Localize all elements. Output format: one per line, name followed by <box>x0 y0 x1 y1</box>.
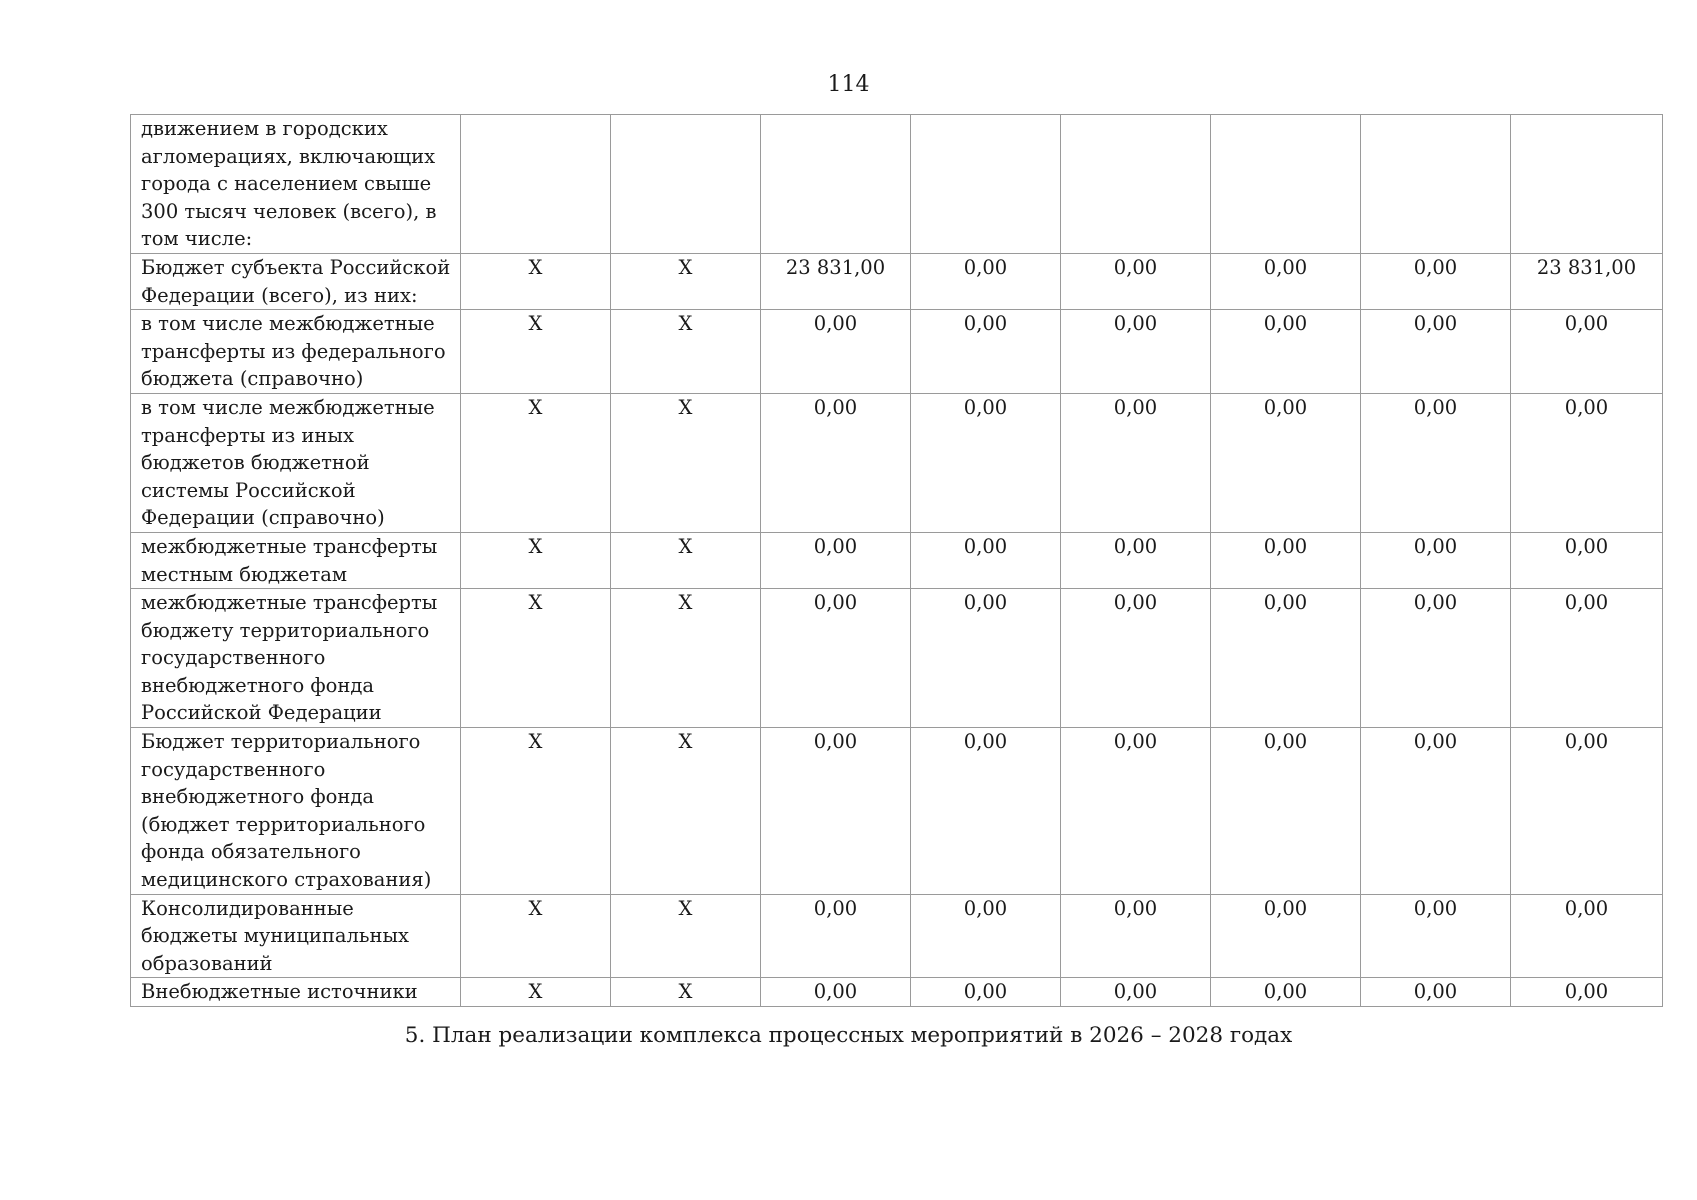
value-cell: 0,00 <box>1511 894 1663 978</box>
value-cell: 0,00 <box>911 532 1061 588</box>
table-row <box>131 894 1663 978</box>
value-cell: 0,00 <box>911 894 1061 978</box>
page-number: 114 <box>827 72 870 97</box>
value-cell: 0,00 <box>761 310 911 394</box>
value-cell: 0,00 <box>1361 894 1511 978</box>
value-cell <box>761 115 911 254</box>
value-cell: 0,00 <box>1511 393 1663 532</box>
value-cell: 0,00 <box>1061 978 1211 1007</box>
value-cell: X <box>461 532 611 588</box>
value-cell: 0,00 <box>1061 532 1211 588</box>
value-cell: 0,00 <box>1361 393 1511 532</box>
value-cell: 0,00 <box>1211 310 1361 394</box>
value-cell: 0,00 <box>1211 253 1361 309</box>
value-cell: 0,00 <box>1361 978 1511 1007</box>
table-row <box>131 393 1663 532</box>
value-cell: 0,00 <box>911 589 1061 728</box>
value-cell: X <box>611 253 761 309</box>
value-cell: X <box>461 310 611 394</box>
value-cell: 0,00 <box>1361 532 1511 588</box>
value-cell <box>911 115 1061 254</box>
value-cell: 0,00 <box>911 393 1061 532</box>
value-cell: 0,00 <box>911 978 1061 1007</box>
value-cell: X <box>611 532 761 588</box>
value-cell: X <box>611 393 761 532</box>
value-cell: X <box>611 894 761 978</box>
value-cell <box>611 115 761 254</box>
value-cell: 0,00 <box>1511 978 1663 1007</box>
table-row <box>131 310 1663 394</box>
value-cell: X <box>461 589 611 728</box>
value-cell: 0,00 <box>911 253 1061 309</box>
value-cell: 0,00 <box>1511 728 1663 895</box>
value-cell <box>1361 115 1511 254</box>
value-cell: X <box>461 393 611 532</box>
row-label: в том числе межбюджетные трансферты из федерального бюджета (справочно) <box>131 310 461 394</box>
value-cell: 0,00 <box>911 728 1061 895</box>
row-label: движением в городских агломерациях, включающих города с населением свыше 300 тысяч человек (всего), в том числе: <box>131 115 461 254</box>
value-cell: 0,00 <box>761 978 911 1007</box>
value-cell: 0,00 <box>1211 728 1361 895</box>
value-cell: 0,00 <box>911 310 1061 394</box>
value-cell: X <box>611 589 761 728</box>
financing-table-body <box>131 115 1663 1007</box>
value-cell: X <box>611 728 761 895</box>
row-label: Внебюджетные источники <box>131 978 461 1007</box>
value-cell <box>1061 115 1211 254</box>
value-cell: 0,00 <box>1361 253 1511 309</box>
row-label: Бюджет территориального государственного внебюджетного фонда (бюджет территориального фонда обязательного медицинского страхования) <box>131 728 461 895</box>
value-cell: 0,00 <box>761 728 911 895</box>
value-cell: 0,00 <box>761 532 911 588</box>
financing-table-container <box>130 114 1662 1004</box>
value-cell: 0,00 <box>1061 310 1211 394</box>
table-row <box>131 115 1663 254</box>
value-cell: X <box>461 978 611 1007</box>
value-cell: X <box>461 728 611 895</box>
value-cell: 0,00 <box>1211 532 1361 588</box>
value-cell: 0,00 <box>1211 978 1361 1007</box>
value-cell: 0,00 <box>1361 589 1511 728</box>
value-cell: 0,00 <box>761 393 911 532</box>
value-cell <box>1511 115 1663 254</box>
table-row <box>131 532 1663 588</box>
value-cell: 0,00 <box>1061 253 1211 309</box>
row-label: межбюджетные трансферты бюджету территориального государственного внебюджетного фонда Российской Федерации <box>131 589 461 728</box>
table-row <box>131 728 1663 895</box>
value-cell: 0,00 <box>1061 728 1211 895</box>
value-cell: 23 831,00 <box>1511 253 1663 309</box>
table-row <box>131 589 1663 728</box>
value-cell: 0,00 <box>1361 728 1511 895</box>
section-heading: 5. План реализации комплекса процессных мероприятий в 2026 – 2028 годах <box>404 1023 1293 1048</box>
value-cell: 0,00 <box>1211 589 1361 728</box>
value-cell: 0,00 <box>1511 589 1663 728</box>
row-label: межбюджетные трансферты местным бюджетам <box>131 532 461 588</box>
value-cell: 23 831,00 <box>761 253 911 309</box>
value-cell: 0,00 <box>1211 393 1361 532</box>
value-cell: X <box>461 253 611 309</box>
value-cell: 0,00 <box>1211 894 1361 978</box>
value-cell: X <box>611 978 761 1007</box>
value-cell: 0,00 <box>1061 894 1211 978</box>
value-cell: 0,00 <box>1511 310 1663 394</box>
value-cell: 0,00 <box>1361 310 1511 394</box>
financing-table <box>130 114 1663 1007</box>
value-cell: 0,00 <box>1061 589 1211 728</box>
table-row <box>131 978 1663 1007</box>
row-label: Консолидированные бюджеты муниципальных образований <box>131 894 461 978</box>
row-label: в том числе межбюджетные трансферты из иных бюджетов бюджетной системы Российской Федерации (справочно) <box>131 393 461 532</box>
value-cell <box>1211 115 1361 254</box>
value-cell: X <box>461 894 611 978</box>
value-cell: 0,00 <box>761 589 911 728</box>
row-label: Бюджет субъекта Российской Федерации (всего), из них: <box>131 253 461 309</box>
value-cell <box>461 115 611 254</box>
value-cell: X <box>611 310 761 394</box>
value-cell: 0,00 <box>1511 532 1663 588</box>
value-cell: 0,00 <box>761 894 911 978</box>
value-cell: 0,00 <box>1061 393 1211 532</box>
table-row <box>131 253 1663 309</box>
